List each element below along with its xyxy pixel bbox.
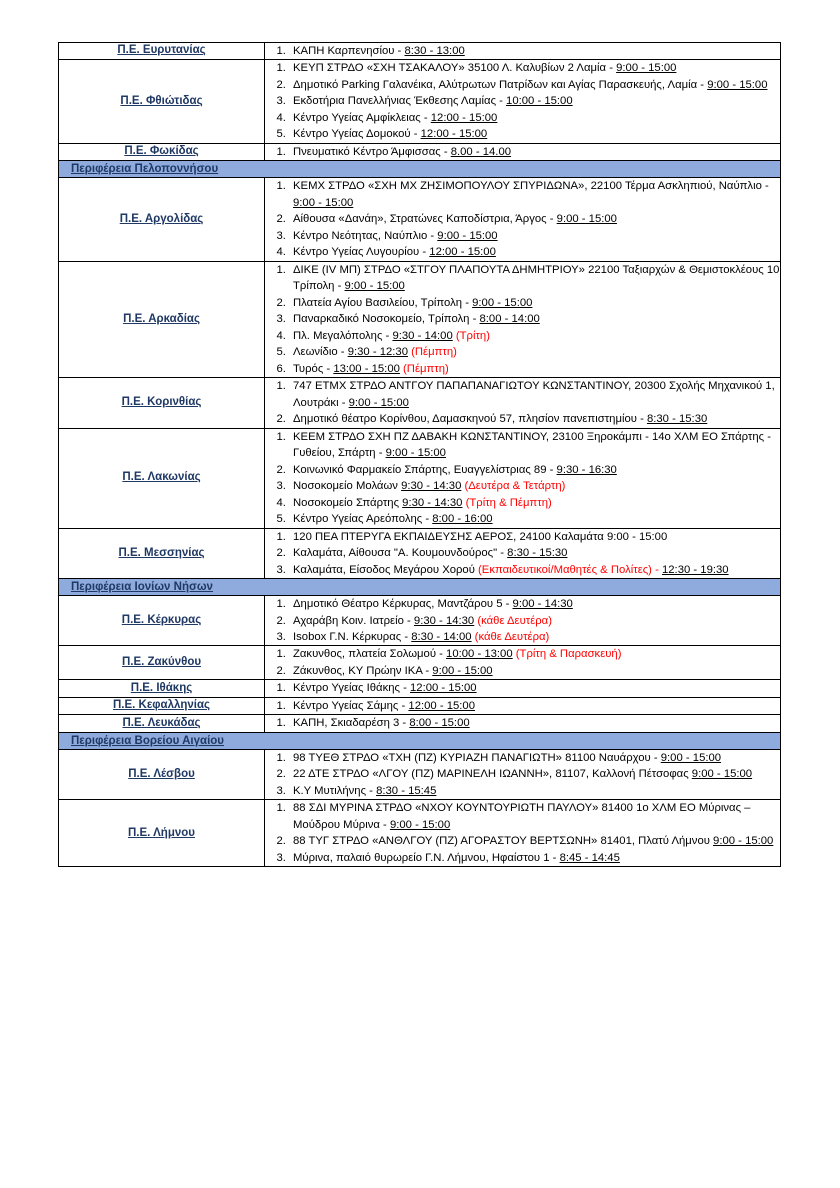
region-name-label: Π.Ε. Λέσβου [128, 767, 195, 780]
location-text: Κέντρο Νεότητας, Ναύπλιο - [293, 229, 438, 242]
location-text: ΔΙΚΕ (IV ΜΠ) ΣΤΡΔΟ «ΣΤΓΟΥ ΠΛΑΠΟΥΤΑ ΔΗΜΗΤΡΙΟΥ» 22100 Ταξιαρχών & Θεμιστοκλέους 10 Τρίπολη - [293, 263, 780, 293]
region-items-cell [265, 143, 781, 160]
region-items-cell [265, 749, 781, 799]
location-text: Κέντρο Υγείας Δομοκού - [293, 128, 421, 141]
list-item [289, 766, 780, 782]
list-item [289, 495, 780, 511]
region-name-label: Π.Ε. Ζακύνθου [121, 656, 202, 669]
location-text: Πλ. Μεγαλόπολης - [293, 329, 393, 342]
time-range: 9:30 - 14:30 [401, 480, 462, 493]
location-list [265, 144, 780, 160]
region-name-label: Π.Ε. Μεσσηνίας [118, 546, 205, 559]
time-range: 9:00 - 15:00 [472, 296, 533, 309]
table-row [59, 60, 781, 143]
location-text: Νοσοκομείο Μολάων [293, 480, 402, 493]
location-list [265, 646, 780, 679]
region-name-cell [59, 680, 265, 697]
region-name-label: Π.Ε. Λήμνου [128, 826, 195, 839]
note-text: (Τρίτη) [452, 329, 490, 342]
time-range: 8:30 - 15:30 [507, 547, 568, 560]
location-text: Κέντρο Υγείας Αρεόπολης - [293, 513, 433, 526]
region-items-cell [265, 680, 781, 697]
time-range: 12:00 - 15:00 [408, 699, 476, 712]
list-item [289, 43, 780, 59]
time-range: 13:00 - 15:00 [333, 362, 400, 375]
note-text: (Τρίτη & Παρασκευή) [512, 648, 622, 661]
table-row [59, 261, 781, 377]
time-range: 9:00 - 15:00 [616, 62, 677, 75]
region-items-cell [265, 178, 781, 261]
location-list [265, 715, 780, 731]
region-name-cell [59, 378, 265, 428]
note-text: (Πέμπτη) [399, 362, 449, 375]
list-item [289, 833, 780, 849]
region-header-row [59, 161, 781, 178]
region-items-cell [265, 596, 781, 646]
table-row [59, 178, 781, 261]
region-name-cell [59, 261, 265, 377]
region-header-row [59, 732, 781, 749]
region-header-label: Περιφέρεια Πελοποννήσου [71, 163, 219, 176]
table-row [59, 646, 781, 680]
list-item [289, 361, 780, 377]
list-item [289, 126, 780, 142]
location-text: ΚΕΥΠ ΣΤΡΔΟ «ΣΧΗ ΤΣΑΚΑΛΟΥ» 35100 Λ. Καλυβίων 2 Λαμία - [293, 62, 617, 75]
location-text: Ζάκυνθος, ΚΥ Πρώην ΙΚΑ - [293, 664, 433, 677]
location-text: Πλατεία Αγίου Βασιλείου, Τρίπολη - [293, 296, 473, 309]
table-row [59, 528, 781, 578]
time-range: 9:00 - 15:00 [293, 196, 354, 209]
time-range: 8:00 - 15:00 [409, 717, 470, 730]
time-range: 9:30 - 14:30 [402, 496, 463, 509]
location-text: Δημοτικό θέατρο Κορίνθου, Δαμασκηνού 57, πλησίον πανεπιστημίου - [293, 413, 647, 426]
region-header-label: Περιφέρεια Βορείου Αιγαίου [71, 734, 224, 747]
location-list [265, 43, 780, 59]
location-list [265, 596, 780, 645]
location-text: 88 ΤΥΓ ΣΤΡΔΟ «ΑΝΘΛΓΟΥ (ΠΖ) ΑΓΟΡΑΣΤΟΥ ΒΕΡΤΣΩΝΗ» 81401, Πλατύ Λήμνου [293, 835, 714, 848]
location-text: Κοινωνικό Φαρμακείο Σπάρτης, Ευαγγελίστριας 89 - [293, 463, 557, 476]
location-text: 98 ΤΥΕΘ ΣΤΡΔΟ «ΤΧΗ (ΠΖ) ΚΥΡΙΑΖΗ ΠΑΝΑΓΙΩΤΗ» 81100 Ναυάρχου - [293, 751, 661, 764]
region-header-cell [59, 579, 781, 596]
table-row [59, 43, 781, 60]
table-row [59, 378, 781, 428]
location-list [265, 60, 780, 142]
region-name-cell [59, 800, 265, 867]
time-range: 12:00 - 15:00 [430, 111, 498, 124]
time-range: 9:00 - 15:00 [348, 396, 409, 409]
list-item [289, 783, 780, 799]
location-text: Καλαμάτα, Είσοδος Μεγάρου Χορού [293, 563, 479, 576]
region-name-cell [59, 43, 265, 60]
location-text: 22 ΔΤΕ ΣΤΡΔΟ «ΛΓΟΥ (ΠΖ) ΜΑΡΙΝΕΛΗ ΙΩΑΝΝΗ», 81107, Καλλονή Πέτσοφας [293, 768, 692, 781]
table-row [59, 143, 781, 160]
list-item [289, 629, 780, 645]
region-items-cell [265, 715, 781, 732]
region-items-cell [265, 646, 781, 680]
region-header-cell [59, 161, 781, 178]
location-text: Αχαράβη Κοιν. Ιατρείο - [293, 614, 414, 627]
time-range: 10:00 - 13:00 [446, 648, 513, 661]
location-list [265, 429, 780, 528]
list-item [289, 60, 780, 76]
time-range: 9:00 - 15:00 [389, 818, 451, 831]
list-item [289, 429, 780, 462]
location-list [265, 680, 780, 696]
time-range: 9:30 - 14:00 [392, 329, 453, 342]
table-row [59, 697, 781, 714]
note-text: (Τρίτη & Πέμπτη) [462, 496, 552, 509]
time-range: 9:00 - 15:00 [432, 664, 493, 677]
time-range: 12:00 - 15:00 [420, 128, 488, 141]
list-item [289, 698, 780, 714]
list-item [289, 750, 780, 766]
location-text: ΚΑΠΗ Καρπενησίου - [293, 45, 405, 57]
region-items-cell [265, 528, 781, 578]
location-text: Κέντρο Υγείας Λυγουρίου - [293, 246, 430, 259]
location-text: Isobox Γ.Ν. Κέρκυρας - [293, 630, 412, 643]
list-item [289, 715, 780, 731]
note-text: (κάθε Δευτέρα) [471, 630, 550, 643]
time-range: 8.00 - 14.00 [450, 145, 512, 158]
region-items-cell [265, 428, 781, 528]
time-range: 12:30 - 19:30 [661, 563, 729, 576]
location-text: Καλαμάτα, Αίθουσα "Α. Κουμουνδούρος" - [293, 547, 508, 560]
location-text: 120 ΠΕΑ ΠΤΕΡΥΓΑ ΕΚΠΑΙΔΕΥΣΗΣ ΑΕΡΟΣ, 24100 Καλαμάτα 9:00 - 15:00 [293, 530, 668, 543]
time-range: 12:00 - 15:00 [429, 246, 496, 259]
location-text: Κ.Υ Μυτιλήνης - [293, 784, 377, 797]
list-item [289, 311, 780, 327]
schedule-table [58, 42, 781, 867]
region-name-label: Π.Ε. Αργολίδας [119, 212, 204, 225]
region-name-label: Π.Ε. Λευκάδας [122, 716, 201, 729]
list-item [289, 478, 780, 494]
location-text: 88 ΣΔΙ ΜΥΡΙΝΑ ΣΤΡΔΟ «ΝΧΟΥ ΚΟΥΝΤΟΥΡΙΩΤΗ ΠΑΥΛΟΥ» 81400 1ο ΧΛΜ ΕΟ Μύρινας – Μούδρου Μύρινα - [293, 802, 751, 831]
region-name-cell [59, 715, 265, 732]
region-name-cell [59, 60, 265, 143]
location-text: Κέντρο Υγείας Ιθάκης - [293, 682, 410, 695]
list-item [289, 295, 780, 311]
location-list [265, 378, 780, 427]
location-list [265, 750, 780, 799]
list-item [289, 378, 780, 411]
location-text: Λεωνίδιο - [293, 346, 348, 359]
region-items-cell [265, 697, 781, 714]
region-name-label: Π.Ε. Ευρυτανίας [117, 44, 206, 57]
location-text: ΚΑΠΗ, Σκιαδαρέση 3 - [293, 717, 410, 730]
list-item [289, 344, 780, 360]
list-item [289, 850, 780, 866]
time-range: 9:00 - 15:00 [385, 447, 446, 460]
region-items-cell [265, 60, 781, 143]
region-name-cell [59, 178, 265, 261]
location-text: Πνευματικό Κέντρο Άμφισσας - [293, 145, 451, 158]
region-name-cell [59, 749, 265, 799]
list-item [289, 77, 780, 93]
list-item [289, 110, 780, 126]
location-text: Δημοτικό Parking Γαλανέικα, Αλύτρωτων Πατρίδων και Αγίας Παρασκευής, Λαμία - [293, 78, 708, 91]
table-row [59, 428, 781, 528]
location-text: ΚΕΕΜ ΣΤΡΔΟ ΣΧΗ ΠΖ ΔΑΒΑΚΗ ΚΩΝΣΤΑΝΤΙΝΟΥ, 23100 Ξηροκάμπι - 14ο ΧΛΜ ΕΟ Σπάρτης - Γυθείου, Σπάρτη - [293, 430, 772, 460]
list-item [289, 144, 780, 160]
time-range: 9:00 - 15:00 [437, 229, 498, 242]
location-text: Κέντρο Υγείας Αμφίκλειας - [293, 111, 431, 124]
list-item [289, 596, 780, 612]
table-row [59, 715, 781, 732]
table-row [59, 680, 781, 697]
note-text: (Εκπαιδευτικοί/Μαθητές & Πολίτες) - [478, 563, 662, 576]
region-items-cell [265, 378, 781, 428]
region-name-cell [59, 697, 265, 714]
note-text: (κάθε Δευτέρα) [474, 614, 552, 627]
time-range: 8:00 - 14:00 [479, 313, 540, 326]
list-item [289, 178, 780, 211]
region-name-label: Π.Ε. Αρκαδίας [123, 312, 200, 325]
region-name-cell [59, 646, 265, 680]
table-row [59, 749, 781, 799]
time-range: 8:30 - 14:00 [411, 630, 472, 643]
location-text: Ζακυνθος, πλατεία Σολωμού - [293, 648, 447, 661]
region-name-label: Π.Ε. Κέρκυρας [121, 613, 202, 626]
location-text: Νοσοκομείο Σπάρτης [293, 496, 403, 509]
list-item [289, 680, 780, 696]
region-items-cell [265, 43, 781, 60]
list-item [289, 93, 780, 109]
time-range: 8:30 - 15:45 [376, 784, 437, 797]
region-name-label: Π.Ε. Ιθάκης [130, 681, 193, 694]
region-items-cell [265, 261, 781, 377]
region-name-label: Π.Ε. Φθιώτιδας [120, 94, 203, 107]
note-text: (Δευτέρα & Τετάρτη) [461, 480, 566, 493]
list-item [289, 800, 780, 833]
time-range: 8:30 - 15:30 [646, 413, 708, 426]
location-text: Παναρκαδικό Νοσοκομείο, Τρίπολη - [293, 313, 480, 326]
time-range: 9:00 - 15:00 [691, 768, 753, 781]
list-item [289, 663, 780, 679]
region-name-label: Π.Ε. Λακωνίας [122, 471, 201, 484]
location-text: Εκδοτήρια Πανελλήνιας Έκθεσης Λαμίας - [293, 95, 507, 108]
location-list [265, 800, 780, 866]
list-item [289, 244, 780, 260]
table-row [59, 596, 781, 646]
location-list [265, 698, 780, 714]
time-range: 9:30 - 14:30 [413, 614, 475, 627]
list-item [289, 646, 780, 662]
location-text: Δημοτικό Θέατρο Κέρκυρας, Μαντζάρου 5 - [293, 598, 513, 611]
list-item [289, 328, 780, 344]
location-text: Τυρός - [293, 362, 334, 375]
table-row [59, 800, 781, 867]
time-range: 9:30 - 12:30 [347, 346, 408, 359]
region-name-cell [59, 596, 265, 646]
region-name-label: Π.Ε. Κεφαλληνίας [112, 699, 211, 712]
time-range: 10:00 - 15:00 [506, 95, 573, 108]
location-list [265, 262, 780, 377]
time-range: 9:00 - 15:00 [713, 835, 774, 848]
location-text: Μύρινα, παλαιό θυρωρείο Γ.Ν. Λήμνου, Ηφαίστου 1 - [293, 851, 560, 864]
list-item [289, 545, 780, 561]
location-text: 747 ΕΤΜΧ ΣΤΡΔΟ ΑΝΤΓΟΥ ΠΑΠΑΠΑΝΑΓΙΩΤΟΥ ΚΩΝΣΤΑΝΤΙΝΟΥ, 20300 Σχολής Μηχανικού 1, Λουτράκι - [293, 380, 775, 409]
list-item [289, 462, 780, 478]
time-range: 9:00 - 15:00 [660, 751, 722, 764]
region-name-cell [59, 528, 265, 578]
region-header-cell [59, 732, 781, 749]
time-range: 9:00 - 15:00 [344, 280, 405, 293]
time-range: 8:00 - 16:00 [432, 513, 493, 526]
table-body [59, 43, 781, 867]
region-name-cell [59, 143, 265, 160]
time-range: 12:00 - 15:00 [410, 682, 477, 695]
location-text: Κέντρο Υγείας Σάμης - [293, 699, 409, 712]
time-range: 8:45 - 14:45 [559, 851, 620, 864]
note-text: (Πέμπτη) [407, 346, 457, 359]
location-list [265, 529, 780, 578]
time-range: 9:00 - 15:00 [707, 78, 768, 91]
region-header-row [59, 579, 781, 596]
region-name-cell [59, 428, 265, 528]
location-text: Αίθουσα «Δανάη», Στρατώνες Καποδίστρια, Άργος - [293, 213, 557, 226]
location-text: ΚΕΜΧ ΣΤΡΔΟ «ΣΧΗ ΜΧ ΖΗΣΙΜΟΠΟΥΛΟΥ ΣΠΥΡΙΔΩΝΑ», 22100 Τέρμα Ασκληπιού, Ναύπλιο - [293, 180, 769, 193]
list-item [289, 228, 780, 244]
time-range: 8:30 - 13:00 [404, 45, 465, 57]
time-range: 9:00 - 15:00 [556, 213, 617, 226]
location-list [265, 178, 780, 260]
region-header-label: Περιφέρεια Ιονίων Νήσων [71, 581, 213, 594]
list-item [289, 613, 780, 629]
list-item [289, 562, 780, 578]
list-item [289, 411, 780, 427]
list-item [289, 511, 780, 527]
list-item [289, 262, 780, 295]
list-item [289, 211, 780, 227]
time-range: 9:30 - 16:30 [556, 463, 617, 476]
list-item [289, 529, 780, 545]
region-items-cell [265, 800, 781, 867]
region-name-label: Π.Ε. Φωκίδας [124, 145, 199, 158]
region-name-label: Π.Ε. Κορινθίας [121, 396, 202, 409]
time-range: 9:00 - 14:30 [512, 598, 573, 611]
